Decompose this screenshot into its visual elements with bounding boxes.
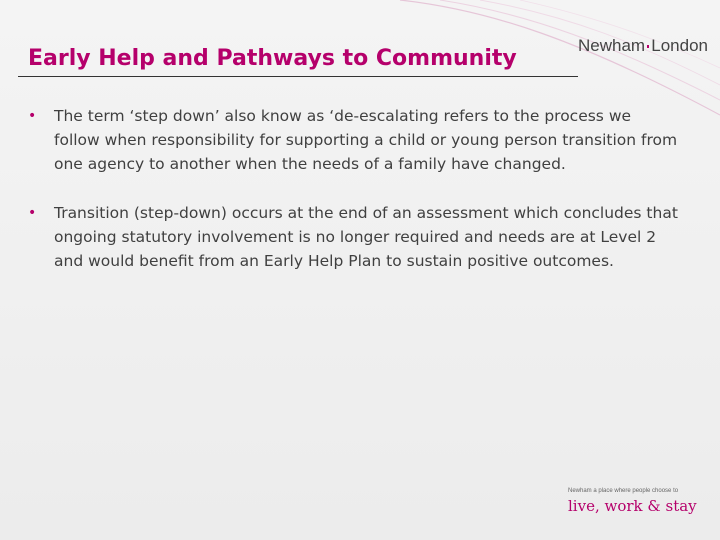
logo-separator (647, 45, 649, 48)
slide-title: Early Help and Pathways to Community (28, 46, 517, 71)
title-underline (18, 76, 578, 77)
logo-word-london: London (651, 36, 708, 55)
bullet-item-step-down (28, 104, 678, 177)
newham-london-logo (578, 34, 708, 58)
tagline-big-text: live, work & stay (568, 497, 697, 515)
bullet-text: The term ‘step down’ also know as ‘de-escalating refers to the process we follow when responsibility for supporting a child or young person transition from one agency to another when the needs of a family have changed. (54, 107, 678, 174)
bullet-marker: • (28, 204, 37, 221)
bullet-text: Transition (step-down) occurs at the end of an assessment which concludes that ongoing statutory involvement is no longer required and needs are at Level 2 and would benefit from an Early Help Plan to sustain positive outcomes. (54, 203, 678, 271)
bullet-item-transition (28, 201, 678, 274)
bullet-marker: • (28, 108, 37, 124)
live-work-stay-tagline (568, 488, 698, 515)
tagline-small-text: Newham a place where people choose to (568, 488, 679, 494)
bullet-list (28, 104, 678, 297)
logo-word-newham: Newham (578, 36, 646, 55)
